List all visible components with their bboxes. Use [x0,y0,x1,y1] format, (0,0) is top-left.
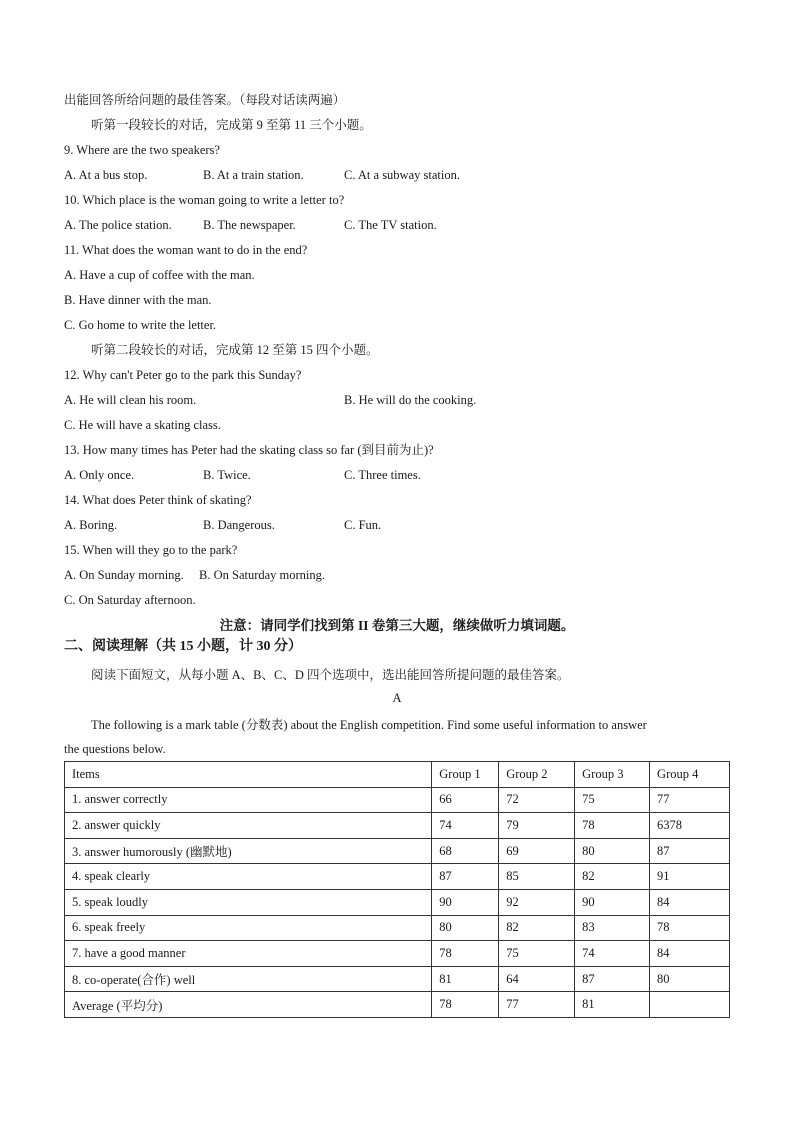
header-items: Items [65,762,432,788]
q14-option-b: B. Dangerous. [203,518,275,532]
table-cell: 87 [575,966,650,992]
section2-heading: 二、阅读理解（共 15 小题，计 30 分） [64,639,302,654]
table-cell: 78 [432,992,499,1018]
q12-option-a: A. He will clean his room. [64,393,197,407]
table-cell: 81 [575,992,650,1018]
reading-instructions: 阅读下面短文，从每小题 A、B、C、D 四个选项中，选出能回答所提问题的最佳答案。 [91,668,570,682]
table-header-row [65,762,730,788]
table-cell: 90 [575,889,650,915]
q13-stem: 13. How many times has Peter had the skating class so far (到目前为止)? [64,443,434,457]
q11-option-a: A. Have a cup of coffee with the man. [64,268,255,282]
table-cell: 1. answer correctly [65,787,432,813]
q11-option-c: C. Go home to write the letter. [64,318,217,332]
q9-option-a: A. At a bus stop. [64,168,148,182]
q15-option-c: C. On Saturday afternoon. [64,593,196,607]
q9-stem: 9. Where are the two speakers? [64,143,220,157]
table-cell: 91 [650,864,730,890]
table-row [65,838,730,864]
table-cell: 64 [499,966,575,992]
table-cell: 78 [575,813,650,839]
table-cell: 3. answer humorously (幽默地) [65,838,432,864]
q10-stem: 10. Which place is the woman going to write a letter to? [64,193,345,207]
q14-option-c: C. Fun. [344,518,382,532]
header-group-4: Group 4 [650,762,730,788]
table-row [65,915,730,941]
table-cell: 66 [432,787,499,813]
passage-label: A [392,691,402,705]
table-row [65,864,730,890]
table-cell: 90 [432,889,499,915]
header-group-1: Group 1 [432,762,499,788]
q9-option-c: C. At a subway station. [344,168,460,182]
table-cell: 81 [432,966,499,992]
passage-line-1: The following is a mark table (分数表) about the English competition. Find some useful information to answer [91,718,647,732]
table-cell: 75 [499,941,575,967]
table-cell: 78 [650,915,730,941]
table-row [65,966,730,992]
table-cell: 69 [499,838,575,864]
intro-line: 出能回答所给问题的最佳答案。（每段对话读两遍） [64,93,346,107]
q15-stem: 15. When will they go to the park? [64,543,238,557]
table-cell: 72 [499,787,575,813]
q13-option-b: B. Twice. [203,468,251,482]
q12-option-c: C. He will have a skating class. [64,418,221,432]
table-cell [650,992,730,1018]
q10-option-b: B. The newspaper. [203,218,296,232]
q12-stem: 12. Why can't Peter go to the park this Sunday? [64,368,302,382]
mark-table [64,761,730,1018]
table-cell: 82 [575,864,650,890]
header-group-3: Group 3 [575,762,650,788]
table-row [65,813,730,839]
table-cell: 84 [650,941,730,967]
table-cell: 92 [499,889,575,915]
q14-option-a: A. Boring. [64,518,118,532]
table-cell: 5. speak loudly [65,889,432,915]
table-cell: 80 [575,838,650,864]
dialogue2-instruction: 听第二段较长的对话，完成第 12 至第 15 四个小题。 [91,343,379,357]
table-cell: 87 [650,838,730,864]
table-cell: 75 [575,787,650,813]
table-cell: 82 [499,915,575,941]
table-cell: 8. co-operate(合作) well [65,966,432,992]
q10-option-c: C. The TV station. [344,218,437,232]
q11-stem: 11. What does the woman want to do in the end? [64,243,308,257]
table-row [65,787,730,813]
table-cell: 6. speak freely [65,915,432,941]
dialogue1-instruction: 听第一段较长的对话，完成第 9 至第 11 三个小题。 [91,118,372,132]
q11-option-b: B. Have dinner with the man. [64,293,212,307]
table-cell: 79 [499,813,575,839]
q9-option-b: B. At a train station. [203,168,304,182]
table-cell: 4. speak clearly [65,864,432,890]
table-cell: 85 [499,864,575,890]
notice-banner: 注意：请同学们找到第 II 卷第三大题，继续做听力填词题。 [219,618,575,633]
table-cell: 78 [432,941,499,967]
table-cell: Average (平均分) [65,992,432,1018]
table-cell: 74 [575,941,650,967]
q15-option-b: B. On Saturday morning. [199,568,326,582]
table-cell: 80 [432,915,499,941]
table-cell: 7. have a good manner [65,941,432,967]
q12-option-b: B. He will do the cooking. [344,393,477,407]
table-row [65,889,730,915]
table-cell: 83 [575,915,650,941]
table-cell: 6378 [650,813,730,839]
q13-option-a: A. Only once. [64,468,135,482]
table-cell: 74 [432,813,499,839]
table-row [65,941,730,967]
table-cell: 2. answer quickly [65,813,432,839]
q13-option-c: C. Three times. [344,468,421,482]
table-cell: 80 [650,966,730,992]
passage-line-2: the questions below. [64,742,166,756]
table-cell: 84 [650,889,730,915]
header-group-2: Group 2 [499,762,575,788]
q14-stem: 14. What does Peter think of skating? [64,493,252,507]
table-cell: 77 [650,787,730,813]
table-cell: 77 [499,992,575,1018]
q10-option-a: A. The police station. [64,218,172,232]
q15-option-a: A. On Sunday morning. [64,568,184,582]
table-cell: 87 [432,864,499,890]
table-cell: 68 [432,838,499,864]
table-row [65,992,730,1018]
